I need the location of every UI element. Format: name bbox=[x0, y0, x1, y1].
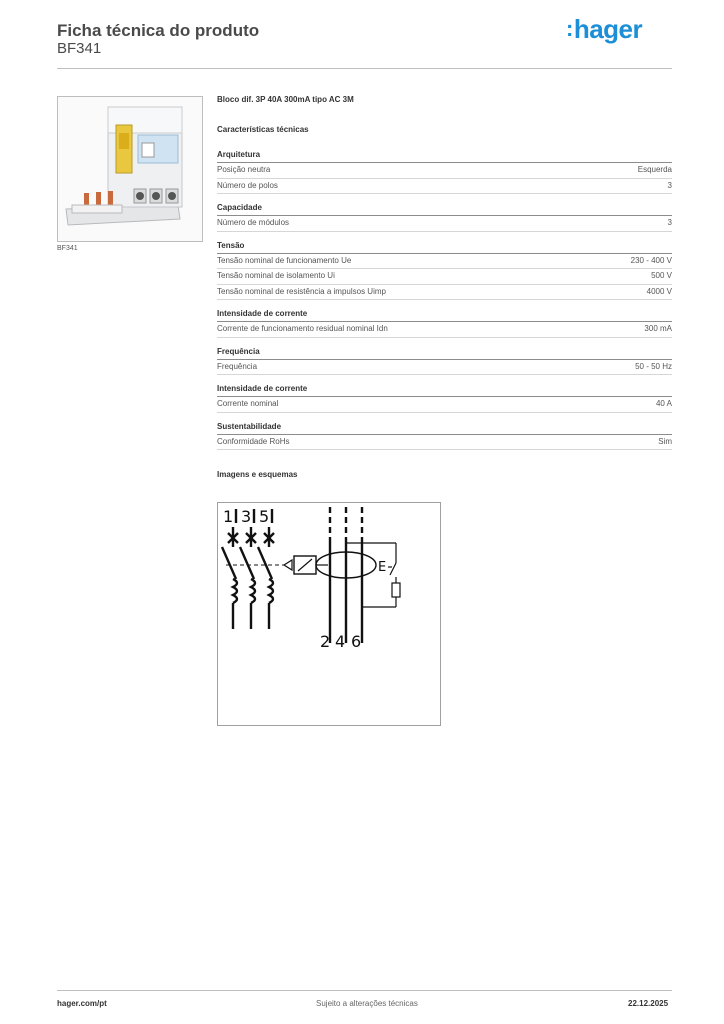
svg-text:5: 5 bbox=[259, 507, 270, 526]
spec-section-architecture bbox=[217, 150, 672, 194]
spec-row: Número de módulos 3 bbox=[217, 216, 672, 232]
section-title: Intensidade de corrente bbox=[217, 309, 672, 322]
photo-caption: BF341 bbox=[57, 245, 78, 252]
characteristics-heading: Características técnicas bbox=[217, 125, 309, 134]
section-title: Capacidade bbox=[217, 203, 672, 216]
section-title: Intensidade de corrente bbox=[217, 384, 672, 397]
spec-section-capacity bbox=[217, 203, 672, 232]
footer-note: Sujeito a alterações técnicas bbox=[316, 999, 418, 1008]
spec-content bbox=[217, 95, 672, 479]
spec-row: Tensão nominal de isolamento Ui 500 V bbox=[217, 269, 672, 285]
svg-text:E: E bbox=[378, 560, 387, 575]
page-title: Ficha técnica do produto bbox=[57, 21, 260, 40]
product-code: BF341 bbox=[57, 40, 102, 57]
header-divider bbox=[57, 68, 672, 69]
hager-logo: :hager bbox=[566, 14, 643, 44]
svg-text:6: 6 bbox=[351, 632, 362, 651]
section-title: Tensão bbox=[217, 241, 672, 254]
images-heading: Imagens e esquemas bbox=[217, 470, 298, 479]
spec-row: Tensão nominal de resistência a impulsos Uimp 4000 V bbox=[217, 285, 672, 301]
svg-text:3: 3 bbox=[241, 507, 252, 526]
section-title: Sustentabilidade bbox=[217, 422, 672, 435]
spec-row: Frequência 50 - 50 Hz bbox=[217, 360, 672, 376]
spec-section-voltage bbox=[217, 241, 672, 301]
spec-section-current bbox=[217, 384, 672, 413]
wiring-diagram bbox=[217, 502, 441, 726]
svg-text:2: 2 bbox=[320, 632, 331, 651]
spec-section-residual-current bbox=[217, 309, 672, 338]
footer-date: 22.12.2025 bbox=[628, 999, 669, 1008]
footer-divider bbox=[57, 990, 672, 991]
product-title: Bloco dif. 3P 40A 300mA tipo AC 3M bbox=[217, 95, 354, 104]
spec-row: Conformidade RoHs Sim bbox=[217, 435, 672, 451]
spec-row: Corrente de funcionamento residual nominal Idn 300 mA bbox=[217, 322, 672, 338]
spec-row: Corrente nominal 40 A bbox=[217, 397, 672, 413]
spec-row: Posição neutra Esquerda bbox=[217, 163, 672, 179]
spec-row: Número de polos 3 bbox=[217, 179, 672, 195]
spec-row: Tensão nominal de funcionamento Ue 230 - 400 V bbox=[217, 254, 672, 270]
svg-text:1: 1 bbox=[223, 507, 234, 526]
section-title: Frequência bbox=[217, 347, 672, 360]
svg-text:4: 4 bbox=[335, 632, 346, 651]
spec-section-frequency bbox=[217, 347, 672, 376]
footer-site-link[interactable]: hager.com/pt bbox=[57, 999, 107, 1008]
section-title: Arquitetura bbox=[217, 150, 672, 163]
product-photo bbox=[57, 96, 203, 242]
spec-section-sustainability bbox=[217, 422, 672, 451]
